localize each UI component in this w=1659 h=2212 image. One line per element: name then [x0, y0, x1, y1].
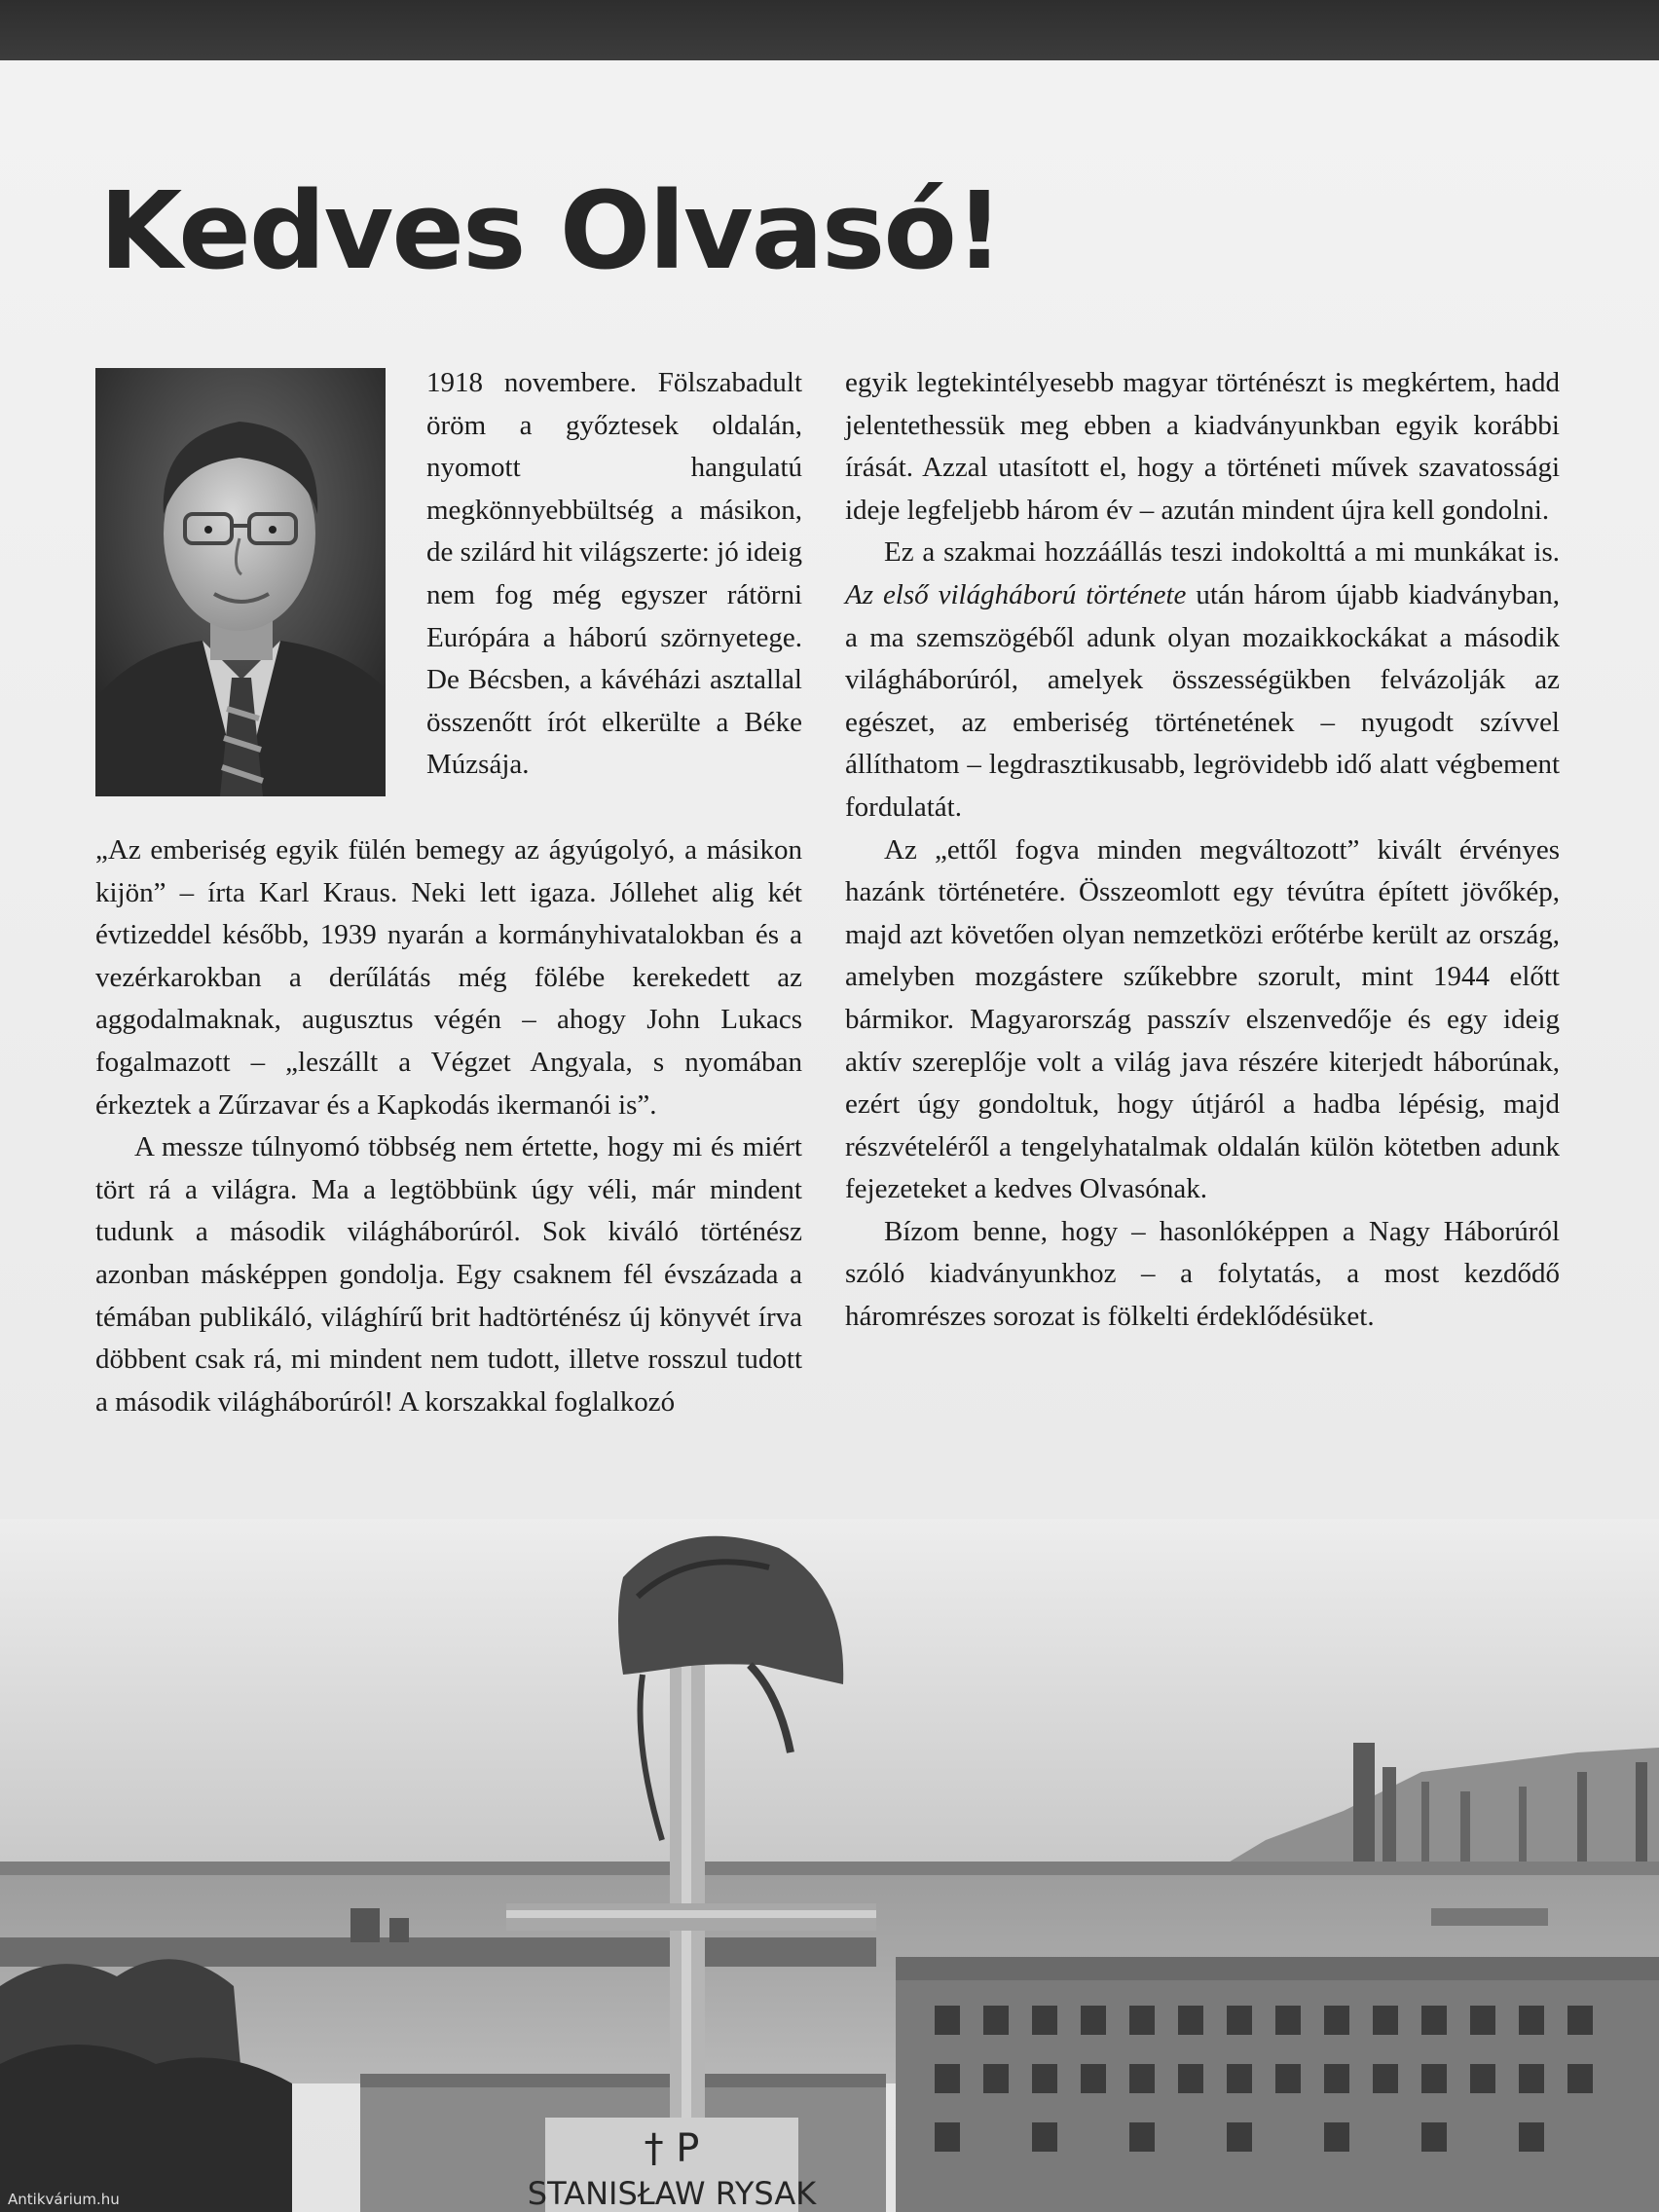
- left-column-text: [95, 830, 802, 1423]
- editor-portrait: [95, 368, 386, 796]
- harbor-grave-image: [0, 1519, 1659, 2212]
- paragraph: [845, 532, 1560, 829]
- paragraph: egyik legtekintélyesebb magyar történészt is megkértem, hadd jelentethessük meg ebben a kiadványunkban egyik korábbi írását. Azzal utasított el, hogy a történeti művek szavatossági ideje legfeljebb három év – azután mindent újra kell gondolni.: [845, 367, 1560, 526]
- paragraph: Az „ettől fogva minden megváltozott” kivált érvényes hazánk történetére. Összeomlott egy tévútra épített jövőkép, majd azt követően olyan nemzetközi erőtérbe került az ország, amelyben mozgástere szűkebbre szorult, mint 1944 előtt bármikor. Magyarország passzív elszenvedője és egy ideig aktív szereplője volt a világ java részére kiterjedt háborúnak, ezért úgy gondoltuk, hogy útjáról a hadba lépésig, majd részvételéről a tengelyhatalmak oldalán külön kötetben adunk fejezeteket a kedves Olvasónak.: [845, 833, 1560, 1205]
- war-photograph: [0, 1519, 1659, 2212]
- right-column-text: [845, 362, 1560, 1339]
- cross-inscription-name: STANISŁAW RYSAK: [527, 2175, 817, 2212]
- paragraph-text: Ez a szakmai hozzáállás teszi indokolttá a mi munkákat is.: [884, 536, 1560, 569]
- book-title: Az első világháború története: [845, 578, 1187, 610]
- cross-inscription-top: † P: [644, 2126, 700, 2171]
- intro-paragraph: [426, 362, 802, 787]
- paragraph: „Az emberiség egyik fülén bemegy az ágyúgolyó, a másikon kijön” – írta Karl Kraus. Neki lett igaza. Jóllehet alig két évtizeddel később, 1939 nyarán a kormányhivatalokban és a vezérkarokban a derűlátás még fölébe kerekedett az aggodalmaknak, augusztus végén – ahogy John Lukacs fogalmazott – „leszállt a Végzet Angyala, s nyomában érkeztek a Zűrzavar és a Kapkodás ikermanói is”.: [95, 834, 802, 1121]
- paragraph: Bízom benne, hogy – hasonlóképpen a Nagy Háborúról szóló kiadványunkhoz – a folytatás, a most kezdődő háromrészes sorozat is fölkelti érdeklődésüket.: [845, 1215, 1560, 1333]
- paragraph: A messze túlnyomó többség nem értette, hogy mi és miért tört rá a világra. Ma a legtöbbünk úgy véli, már mindent tudunk a második világháborúról. Sok kiváló történész azonban másképpen gondolja. Egy csaknem fél évszázada a témában publikáló, világhírű brit hadtörténész új könyvét írva döbbent csak rá, mi mindent nem tudott, illetve rosszul tudott a második világháborúról! A korszakkal foglalkozó: [95, 1131, 802, 1418]
- top-edge: [0, 0, 1659, 60]
- paragraph-text: után három újabb kiadványban, a ma szemszögéből adunk olyan mozaikkockákat a második világháborúról, amelyek összességükben felvázolják az egészet, az emberiség történetének – nyugodt szívvel állíthatom – legdrasztikusabb, legrövidebb idő alatt végbement fordulatát.: [845, 578, 1560, 823]
- portrait-image: [95, 368, 386, 796]
- watermark: Antikvárium.hu: [8, 2191, 120, 2208]
- page-title: Kedves Olvasó!: [99, 168, 1003, 293]
- paragraph: 1918 novembere. Fölszabadult öröm a győztesek oldalán, nyomott hangulatú megkönnyebbültség a másikon, de szilárd hit világszerte: jó ideig nem fog még egyszer rátörni Európára a háború szörnyetege. De Bécsben, a kávéházi asztallal összenőtt írót elkerülte a Béke Múzsája.: [426, 367, 802, 781]
